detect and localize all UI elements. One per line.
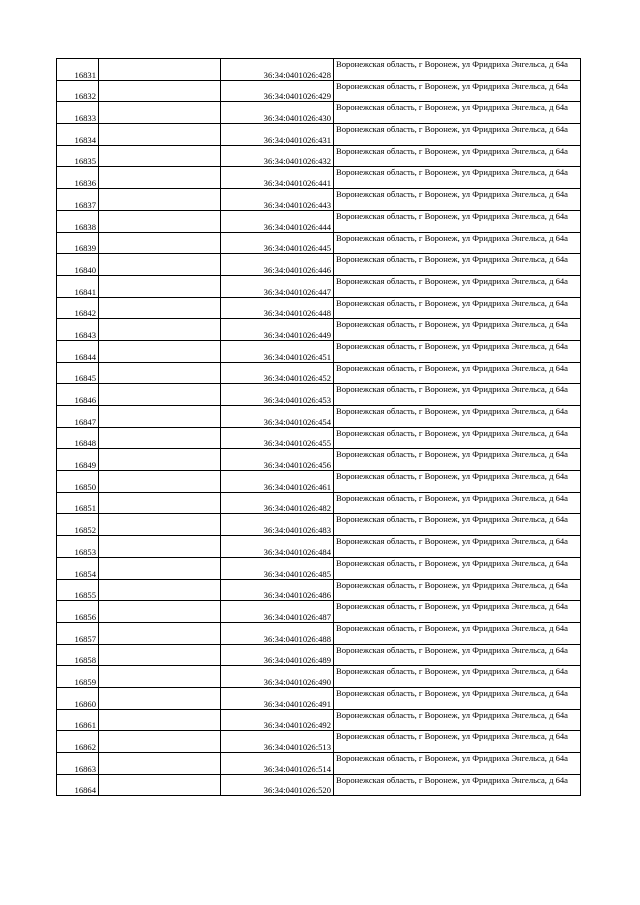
- address-cell: Воронежская область, г Воронеж, ул Фридриха Энгельса, д 64а: [334, 644, 581, 666]
- table-row: [57, 427, 581, 449]
- empty-cell: [99, 731, 221, 753]
- address-cell: Воронежская область, г Воронеж, ул Фридриха Энгельса, д 64а: [334, 774, 581, 796]
- cadastral-number-cell: 36:34:0401026:448: [221, 297, 334, 319]
- table-row: [57, 297, 581, 319]
- empty-cell: [99, 427, 221, 449]
- cadastral-number-cell: 36:34:0401026:431: [221, 124, 334, 146]
- row-number-cell: 16856: [57, 601, 99, 623]
- table-row: [57, 687, 581, 709]
- table-row: [57, 557, 581, 579]
- address-cell: Воронежская область, г Воронеж, ул Фридриха Энгельса, д 64а: [334, 124, 581, 146]
- address-cell: Воронежская область, г Воронеж, ул Фридриха Энгельса, д 64а: [334, 731, 581, 753]
- table-row: [57, 622, 581, 644]
- address-cell: Воронежская область, г Воронеж, ул Фридриха Энгельса, д 64а: [334, 601, 581, 623]
- cadastral-number-cell: 36:34:0401026:453: [221, 384, 334, 406]
- address-cell: Воронежская область, г Воронеж, ул Фридриха Энгельса, д 64а: [334, 59, 581, 81]
- address-cell: Воронежская область, г Воронеж, ул Фридриха Энгельса, д 64а: [334, 536, 581, 558]
- row-number-cell: 16832: [57, 80, 99, 102]
- cadastral-number-cell: 36:34:0401026:514: [221, 753, 334, 775]
- table-row: [57, 275, 581, 297]
- empty-cell: [99, 536, 221, 558]
- empty-cell: [99, 492, 221, 514]
- empty-cell: [99, 319, 221, 341]
- empty-cell: [99, 471, 221, 493]
- row-number-cell: 16855: [57, 579, 99, 601]
- address-cell: Воронежская область, г Воронеж, ул Фридриха Энгельса, д 64а: [334, 102, 581, 124]
- empty-cell: [99, 167, 221, 189]
- table-row: [57, 340, 581, 362]
- cadastral-number-cell: 36:34:0401026:456: [221, 449, 334, 471]
- empty-cell: [99, 753, 221, 775]
- address-cell: Воронежская область, г Воронеж, ул Фридриха Энгельса, д 64а: [334, 427, 581, 449]
- table-row: [57, 514, 581, 536]
- table-row: [57, 666, 581, 688]
- table-row: [57, 579, 581, 601]
- cadastral-number-cell: 36:34:0401026:449: [221, 319, 334, 341]
- cadastral-number-cell: 36:34:0401026:461: [221, 471, 334, 493]
- address-cell: Воронежская область, г Воронеж, ул Фридриха Энгельса, д 64а: [334, 340, 581, 362]
- cadastral-number-cell: 36:34:0401026:491: [221, 687, 334, 709]
- row-number-cell: 16839: [57, 232, 99, 254]
- cadastral-number-cell: 36:34:0401026:451: [221, 340, 334, 362]
- cadastral-number-cell: 36:34:0401026:484: [221, 536, 334, 558]
- table-row: [57, 124, 581, 146]
- cadastral-number-cell: 36:34:0401026:487: [221, 601, 334, 623]
- cadastral-number-cell: 36:34:0401026:490: [221, 666, 334, 688]
- cadastral-number-cell: 36:34:0401026:447: [221, 275, 334, 297]
- row-number-cell: 16844: [57, 340, 99, 362]
- address-cell: Воронежская область, г Воронеж, ул Фридриха Энгельса, д 64а: [334, 492, 581, 514]
- table-row: [57, 449, 581, 471]
- row-number-cell: 16853: [57, 536, 99, 558]
- cadastral-number-cell: 36:34:0401026:452: [221, 362, 334, 384]
- cadastral-number-cell: 36:34:0401026:444: [221, 210, 334, 232]
- address-cell: Воронежская область, г Воронеж, ул Фридриха Энгельса, д 64а: [334, 666, 581, 688]
- empty-cell: [99, 297, 221, 319]
- address-cell: Воронежская область, г Воронеж, ул Фридриха Энгельса, д 64а: [334, 189, 581, 211]
- table-row: [57, 167, 581, 189]
- table-row: [57, 254, 581, 276]
- table-row: [57, 774, 581, 796]
- table-row: [57, 731, 581, 753]
- empty-cell: [99, 275, 221, 297]
- empty-cell: [99, 774, 221, 796]
- row-number-cell: 16859: [57, 666, 99, 688]
- cadastral-number-cell: 36:34:0401026:520: [221, 774, 334, 796]
- empty-cell: [99, 514, 221, 536]
- address-cell: Воронежская область, г Воронеж, ул Фридриха Энгельса, д 64а: [334, 297, 581, 319]
- row-number-cell: 16834: [57, 124, 99, 146]
- table-row: [57, 210, 581, 232]
- address-cell: Воронежская область, г Воронеж, ул Фридриха Энгельса, д 64а: [334, 275, 581, 297]
- empty-cell: [99, 124, 221, 146]
- row-number-cell: 16862: [57, 731, 99, 753]
- table-row: [57, 59, 581, 81]
- empty-cell: [99, 80, 221, 102]
- row-number-cell: 16835: [57, 145, 99, 167]
- row-number-cell: 16851: [57, 492, 99, 514]
- address-cell: Воронежская область, г Воронеж, ул Фридриха Энгельса, д 64а: [334, 471, 581, 493]
- address-cell: Воронежская область, г Воронеж, ул Фридриха Энгельса, д 64а: [334, 210, 581, 232]
- address-cell: Воронежская область, г Воронеж, ул Фридриха Энгельса, д 64а: [334, 384, 581, 406]
- row-number-cell: 16845: [57, 362, 99, 384]
- address-cell: Воронежская область, г Воронеж, ул Фридриха Энгельса, д 64а: [334, 557, 581, 579]
- cadastral-number-cell: 36:34:0401026:455: [221, 427, 334, 449]
- cadastral-number-cell: 36:34:0401026:485: [221, 557, 334, 579]
- empty-cell: [99, 579, 221, 601]
- table-row: [57, 601, 581, 623]
- empty-cell: [99, 709, 221, 731]
- row-number-cell: 16843: [57, 319, 99, 341]
- table-row: [57, 80, 581, 102]
- address-cell: Воронежская область, г Воронеж, ул Фридриха Энгельса, д 64а: [334, 406, 581, 428]
- table-row: [57, 319, 581, 341]
- empty-cell: [99, 687, 221, 709]
- empty-cell: [99, 557, 221, 579]
- row-number-cell: 16864: [57, 774, 99, 796]
- address-cell: Воронежская область, г Воронеж, ул Фридриха Энгельса, д 64а: [334, 687, 581, 709]
- address-cell: Воронежская область, г Воронеж, ул Фридриха Энгельса, д 64а: [334, 167, 581, 189]
- row-number-cell: 16841: [57, 275, 99, 297]
- row-number-cell: 16857: [57, 622, 99, 644]
- empty-cell: [99, 622, 221, 644]
- address-cell: Воронежская область, г Воронеж, ул Фридриха Энгельса, д 64а: [334, 709, 581, 731]
- cadastral-number-cell: 36:34:0401026:492: [221, 709, 334, 731]
- row-number-cell: 16836: [57, 167, 99, 189]
- table-row: [57, 492, 581, 514]
- cadastral-number-cell: 36:34:0401026:432: [221, 145, 334, 167]
- empty-cell: [99, 340, 221, 362]
- table-row: [57, 406, 581, 428]
- row-number-cell: 16854: [57, 557, 99, 579]
- table-row: [57, 644, 581, 666]
- cadastral-number-cell: 36:34:0401026:441: [221, 167, 334, 189]
- cadastral-number-cell: 36:34:0401026:486: [221, 579, 334, 601]
- registry-table-body: [57, 59, 581, 796]
- cadastral-number-cell: 36:34:0401026:482: [221, 492, 334, 514]
- table-row: [57, 145, 581, 167]
- empty-cell: [99, 406, 221, 428]
- address-cell: Воронежская область, г Воронеж, ул Фридриха Энгельса, д 64а: [334, 145, 581, 167]
- row-number-cell: 16842: [57, 297, 99, 319]
- row-number-cell: 16848: [57, 427, 99, 449]
- table-row: [57, 471, 581, 493]
- empty-cell: [99, 601, 221, 623]
- registry-table: [56, 58, 581, 796]
- empty-cell: [99, 232, 221, 254]
- row-number-cell: 16837: [57, 189, 99, 211]
- cadastral-number-cell: 36:34:0401026:483: [221, 514, 334, 536]
- address-cell: Воронежская область, г Воронеж, ул Фридриха Энгельса, д 64а: [334, 319, 581, 341]
- row-number-cell: 16850: [57, 471, 99, 493]
- empty-cell: [99, 145, 221, 167]
- cadastral-number-cell: 36:34:0401026:489: [221, 644, 334, 666]
- address-cell: Воронежская область, г Воронеж, ул Фридриха Энгельса, д 64а: [334, 514, 581, 536]
- address-cell: Воронежская область, г Воронеж, ул Фридриха Энгельса, д 64а: [334, 449, 581, 471]
- address-cell: Воронежская область, г Воронеж, ул Фридриха Энгельса, д 64а: [334, 579, 581, 601]
- cadastral-number-cell: 36:34:0401026:446: [221, 254, 334, 276]
- row-number-cell: 16838: [57, 210, 99, 232]
- table-row: [57, 709, 581, 731]
- row-number-cell: 16833: [57, 102, 99, 124]
- table-row: [57, 189, 581, 211]
- empty-cell: [99, 644, 221, 666]
- row-number-cell: 16846: [57, 384, 99, 406]
- empty-cell: [99, 666, 221, 688]
- row-number-cell: 16860: [57, 687, 99, 709]
- address-cell: Воронежская область, г Воронеж, ул Фридриха Энгельса, д 64а: [334, 362, 581, 384]
- row-number-cell: 16863: [57, 753, 99, 775]
- row-number-cell: 16852: [57, 514, 99, 536]
- empty-cell: [99, 59, 221, 81]
- cadastral-number-cell: 36:34:0401026:454: [221, 406, 334, 428]
- cadastral-number-cell: 36:34:0401026:428: [221, 59, 334, 81]
- address-cell: Воронежская область, г Воронеж, ул Фридриха Энгельса, д 64а: [334, 753, 581, 775]
- empty-cell: [99, 102, 221, 124]
- empty-cell: [99, 210, 221, 232]
- row-number-cell: 16849: [57, 449, 99, 471]
- empty-cell: [99, 254, 221, 276]
- empty-cell: [99, 189, 221, 211]
- cadastral-number-cell: 36:34:0401026:488: [221, 622, 334, 644]
- address-cell: Воронежская область, г Воронеж, ул Фридриха Энгельса, д 64а: [334, 80, 581, 102]
- cadastral-number-cell: 36:34:0401026:443: [221, 189, 334, 211]
- table-row: [57, 232, 581, 254]
- row-number-cell: 16861: [57, 709, 99, 731]
- table-row: [57, 384, 581, 406]
- cadastral-number-cell: 36:34:0401026:445: [221, 232, 334, 254]
- address-cell: Воронежская область, г Воронеж, ул Фридриха Энгельса, д 64а: [334, 254, 581, 276]
- empty-cell: [99, 362, 221, 384]
- table-row: [57, 753, 581, 775]
- address-cell: Воронежская область, г Воронеж, ул Фридриха Энгельса, д 64а: [334, 622, 581, 644]
- empty-cell: [99, 384, 221, 406]
- cadastral-number-cell: 36:34:0401026:430: [221, 102, 334, 124]
- table-row: [57, 536, 581, 558]
- empty-cell: [99, 449, 221, 471]
- row-number-cell: 16847: [57, 406, 99, 428]
- table-row: [57, 102, 581, 124]
- cadastral-number-cell: 36:34:0401026:429: [221, 80, 334, 102]
- row-number-cell: 16840: [57, 254, 99, 276]
- row-number-cell: 16858: [57, 644, 99, 666]
- address-cell: Воронежская область, г Воронеж, ул Фридриха Энгельса, д 64а: [334, 232, 581, 254]
- table-row: [57, 362, 581, 384]
- row-number-cell: 16831: [57, 59, 99, 81]
- cadastral-number-cell: 36:34:0401026:513: [221, 731, 334, 753]
